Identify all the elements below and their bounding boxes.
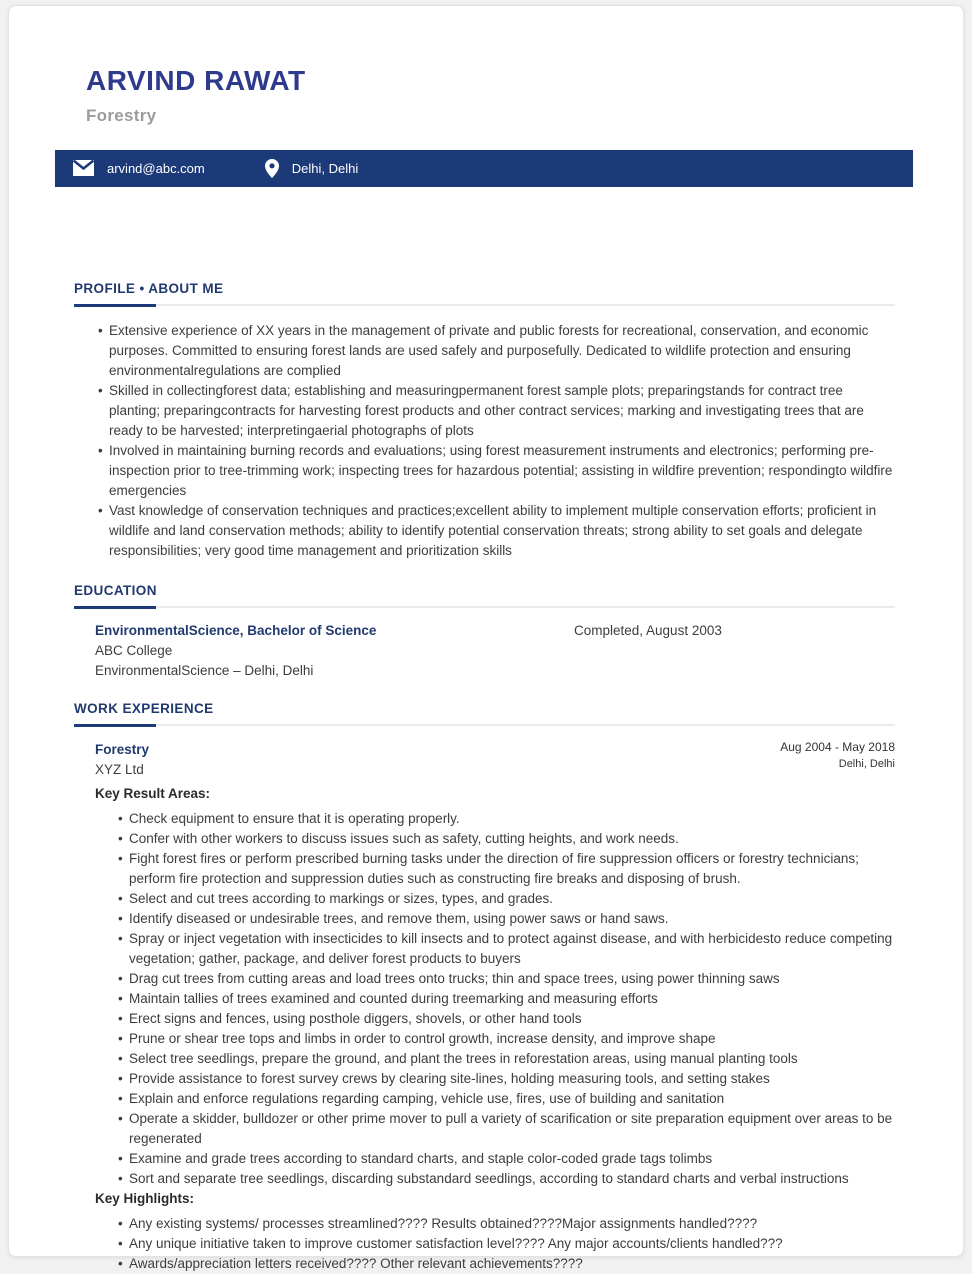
bullet-item: • Provide assistance to forest survey crews by clearing site-lines, holding measuring tools, and setting stakes [118, 1069, 895, 1089]
education-school: ABC College [95, 642, 173, 658]
bullet-item: • Vast knowledge of conservation techniques and practices;excellent ability to implement multiple conservation efforts; proficient in wildlife and land conservation methods; ability to identify potential conservation threats; strong ability to set goals and delegate responsibilities; very good time management and prioritization skills [98, 501, 895, 561]
section-profile [74, 281, 895, 561]
work-section-title: WORK EXPERIENCE [74, 700, 214, 716]
profile-bullet-list [74, 321, 895, 561]
section-rule [74, 304, 895, 307]
education-degree: EnvironmentalScience, Bachelor of Science [95, 622, 377, 638]
job-title: Forestry [95, 741, 150, 757]
education-section-title: EDUCATION [74, 582, 157, 598]
key-highlights-label: Key Highlights: [95, 1190, 195, 1206]
bullet-item: • Identify diseased or undesirable trees, and remove them, using power saws or hand saws. [118, 909, 895, 929]
job-location: Delhi, Delhi [838, 757, 895, 770]
bullet-item: • Drag cut trees from cutting areas and load trees onto trucks; thin and space trees, using power thinning saws [118, 969, 895, 989]
profile-section-title: PROFILE • ABOUT ME [74, 280, 224, 296]
bullet-item: • Examine and grade trees according to standard charts, and staple color-coded grade tags tolimbs [118, 1149, 895, 1169]
bullet-item: • Check equipment to ensure that it is operating properly. [118, 809, 895, 829]
contact-email-text: arvind@abc.com [107, 160, 205, 176]
bullet-item: • Skilled in collectingforest data; establishing and measuringpermanent forest sample plots; preparingstands for contract tree planting; preparingcontracts for harvesting forest products and other contract services; marking and investigating trees that are ready to be harvested; interpretingaerial photographs of plots [98, 381, 895, 441]
bullet-item: • Explain and enforce regulations regarding camping, vehicle use, fires, use of building and sanitation [118, 1089, 895, 1109]
rule-track [74, 724, 895, 726]
bullet-item: • Fight forest fires or perform prescribed burning tasks under the direction of fire suppression officers or forestry technicians; perform fire protection and suppression duties such as constructing fire breaks and disposing of brush. [118, 849, 895, 889]
bullet-item: • Prune or shear tree tops and limbs in order to control growth, increase density, and improve shape [118, 1029, 895, 1049]
bullet-item: • Confer with other workers to discuss issues such as safety, cutting heights, and work needs. [118, 829, 895, 849]
contact-bar [55, 150, 913, 187]
resume-body [9, 281, 963, 1274]
rule-accent [74, 724, 156, 727]
section-rule [74, 606, 895, 609]
education-entry [74, 621, 895, 681]
map-pin-icon [265, 159, 279, 178]
bullet-item: • Involved in maintaining burning records and evaluations; using forest measurement instruments and electronics; performing pre-inspection prior to tree-trimming work; inspecting trees for hazardous potential; assisting in wildfire prevention; respondingto wildfire emergencies [98, 441, 895, 501]
bullet-item: • Extensive experience of XX years in the management of private and public forests for recreational, conservation, and economic purposes. Committed to ensuring forest lands are used safely and purposefully. Dedicated to wildlife protection and ensuring environmentalregulations are complied [98, 321, 895, 381]
section-rule [74, 724, 895, 727]
rule-accent [74, 304, 156, 307]
education-detail: EnvironmentalScience – Delhi, Delhi [95, 662, 314, 678]
bullet-item: • Select tree seedlings, prepare the ground, and plant the trees in reforestation areas, using manual planting tools [118, 1049, 895, 1069]
bullet-item: • Spray or inject vegetation with insecticides to kill insects and to protect against disease, and with herbicidesto reduce competing vegetation; gather, package, and deliver forest products to buyers [118, 929, 895, 969]
contact-email [73, 160, 205, 176]
bullet-item: • Select and cut trees according to markings or sizes, types, and grades. [118, 889, 895, 909]
contact-location [265, 159, 358, 178]
job-dates: Aug 2004 - May 2018 [780, 739, 895, 754]
rule-accent [74, 606, 156, 609]
rule-track [74, 304, 895, 306]
key-result-areas-label: Key Result Areas: [95, 785, 211, 801]
bullet-item: • Erect signs and fences, using posthole diggers, shovels, or other hand tools [118, 1009, 895, 1029]
resume-page [8, 5, 964, 1271]
bullet-item: • Operate a skidder, bulldozer or other prime mover to pull a variety of scarification or site preparation equipment over areas to be regenerated [118, 1109, 895, 1149]
bullet-item: • Awards/appreciation letters received???? Other relevant achievements???? [118, 1254, 895, 1274]
rule-track [74, 606, 895, 608]
resume-header [9, 6, 963, 126]
bullet-item: • Sort and separate tree seedlings, discarding substandard seedlings, according to standard charts and verbal instructions [118, 1169, 895, 1189]
bullet-item: • Maintain tallies of trees examined and counted during treemarking and measuring efforts [118, 989, 895, 1009]
candidate-job-title: Forestry [86, 105, 157, 125]
envelope-icon [73, 160, 94, 176]
contact-location-text: Delhi, Delhi [291, 160, 359, 176]
work-bullet-list [74, 809, 895, 1189]
section-education [74, 583, 895, 681]
bullet-item: • Any existing systems/ processes streamlined???? Results obtained????Major assignments handled???? [118, 1214, 895, 1234]
job-company: XYZ Ltd [95, 761, 144, 777]
candidate-name: ARVIND RAWAT [86, 65, 306, 96]
job-meta [780, 740, 895, 772]
job-entry-header [74, 740, 895, 780]
key-highlights-list [74, 1214, 895, 1274]
education-completed-date: Completed, August 2003 [574, 622, 722, 638]
bullet-item: • Any unique initiative taken to improve customer satisfaction level???? Any major accounts/clients handled??? [118, 1234, 895, 1254]
section-work-experience [74, 701, 895, 1274]
